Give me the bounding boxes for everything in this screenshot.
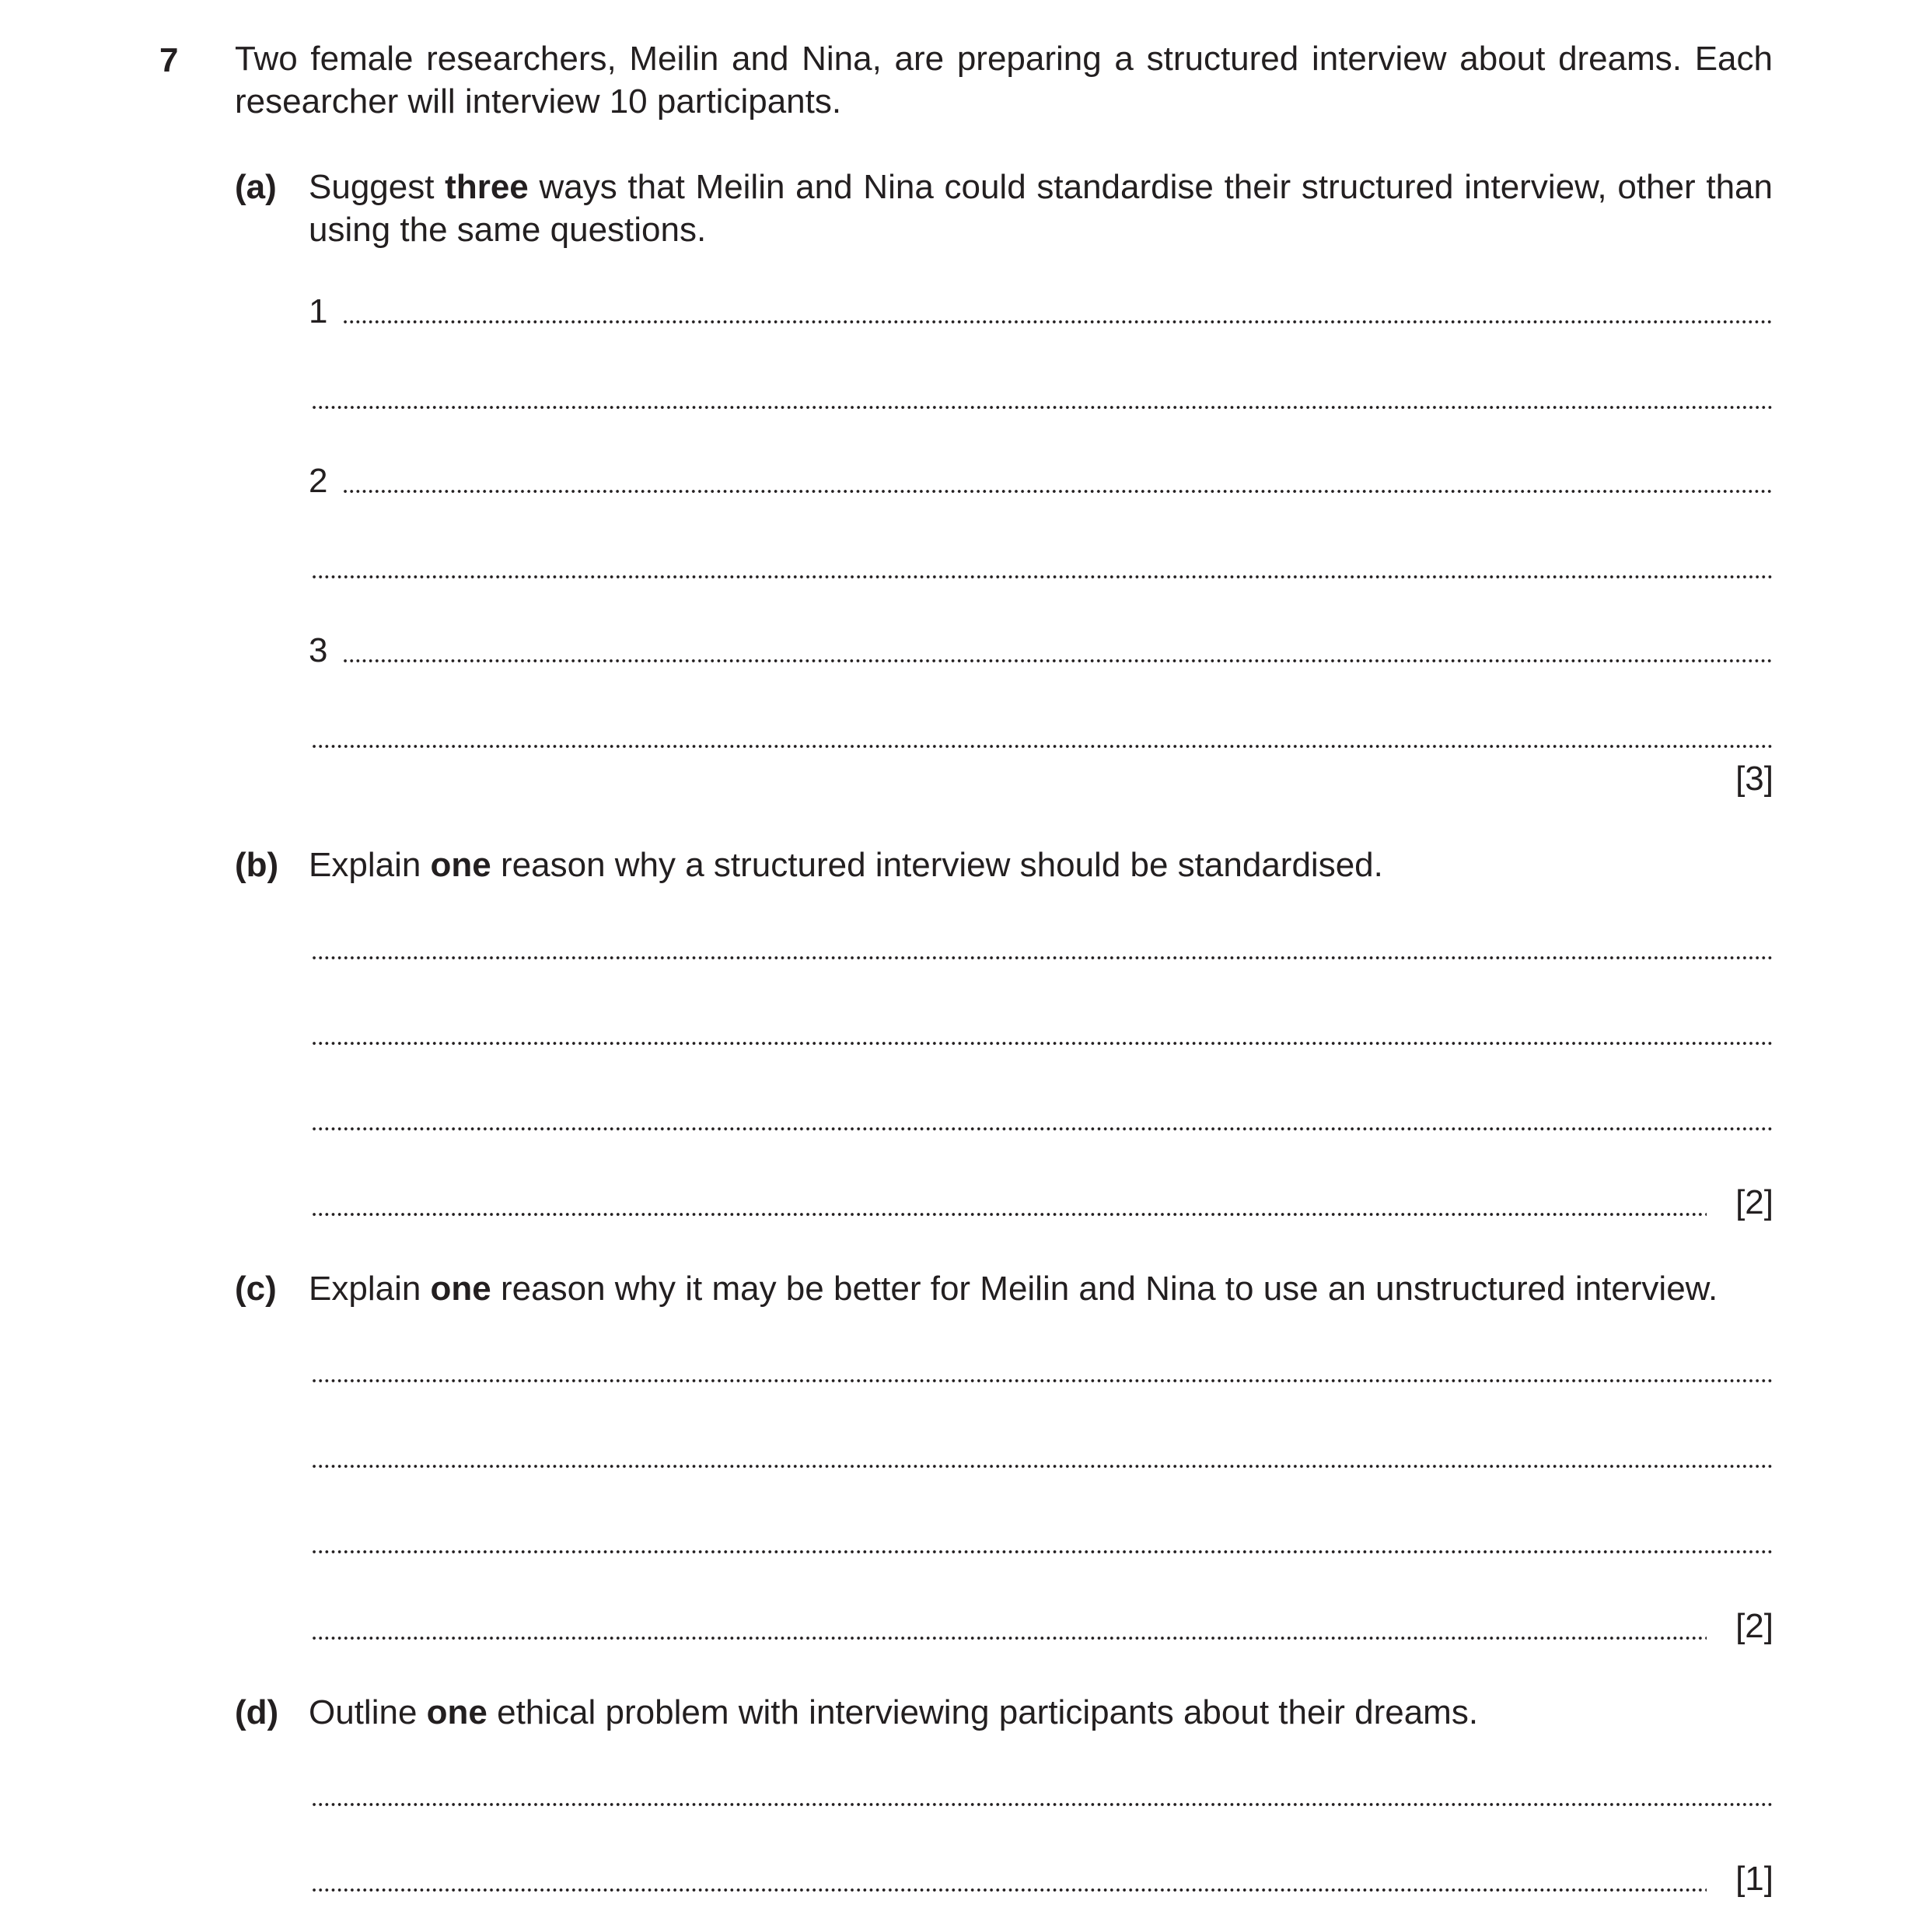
answer-line-c-1[interactable] (311, 1378, 1773, 1383)
answer-line-a3-2[interactable] (311, 744, 1773, 749)
part-a-text-after: ways that Meilin and Nina could standardise their structured interview, other than using the same questions. (309, 168, 1773, 249)
answer-number-2: 2 (309, 462, 328, 500)
part-c-label: (c) (235, 1270, 277, 1308)
part-d-marks: [1] (1735, 1860, 1773, 1898)
answer-line-a3-1[interactable] (342, 659, 1773, 663)
part-d-text-after: ethical problem with interviewing participants about their dreams. (487, 1693, 1479, 1731)
answer-line-b-1[interactable] (311, 956, 1773, 960)
answer-line-d-1[interactable] (311, 1802, 1773, 1807)
answer-line-a2-2[interactable] (311, 575, 1773, 579)
part-b-text-bold: one (430, 846, 491, 884)
answer-line-a1-1[interactable] (342, 320, 1773, 324)
part-b-text-after: reason why a structured interview should be standardised. (491, 846, 1383, 884)
part-c-text-after: reason why it may be better for Meilin and Nina to use an unstructured interview. (491, 1270, 1718, 1308)
answer-line-b-4[interactable] (311, 1212, 1707, 1217)
answer-line-b-2[interactable] (311, 1041, 1773, 1046)
answer-line-c-4[interactable] (311, 1636, 1707, 1640)
part-a-marks: [3] (1735, 760, 1773, 798)
answer-line-a1-2[interactable] (311, 405, 1773, 410)
answer-line-a2-1[interactable] (342, 489, 1773, 494)
part-d-text-bold: one (426, 1693, 487, 1731)
part-b-label: (b) (235, 846, 279, 884)
part-b-marks: [2] (1735, 1183, 1773, 1221)
part-d-text-before: Outline (309, 1693, 427, 1731)
answer-line-c-3[interactable] (311, 1549, 1773, 1554)
question-stem: Two female researchers, Meilin and Nina, are preparing a structured interview about dreams. Each researcher will interview 10 participants. (235, 40, 1773, 121)
answer-number-1: 1 (309, 292, 328, 330)
part-d-label: (d) (235, 1693, 279, 1731)
part-c-marks: [2] (1735, 1607, 1773, 1645)
part-b-prompt (309, 844, 1773, 886)
answer-line-d-2[interactable] (311, 1888, 1707, 1892)
answer-line-b-3[interactable] (311, 1127, 1773, 1131)
part-c-prompt (309, 1267, 1773, 1310)
answer-number-3: 3 (309, 631, 328, 669)
part-b-text-before: Explain (309, 846, 431, 884)
question-number: 7 (159, 41, 179, 79)
answer-line-c-2[interactable] (311, 1464, 1773, 1469)
part-c-text-before: Explain (309, 1270, 431, 1308)
part-a-prompt (309, 166, 1773, 251)
part-a-text-bold: three (445, 168, 529, 206)
part-a-text-before: Suggest (309, 168, 446, 206)
part-c-text-bold: one (430, 1270, 491, 1308)
part-d-prompt (309, 1691, 1773, 1734)
part-a-label: (a) (235, 168, 277, 206)
